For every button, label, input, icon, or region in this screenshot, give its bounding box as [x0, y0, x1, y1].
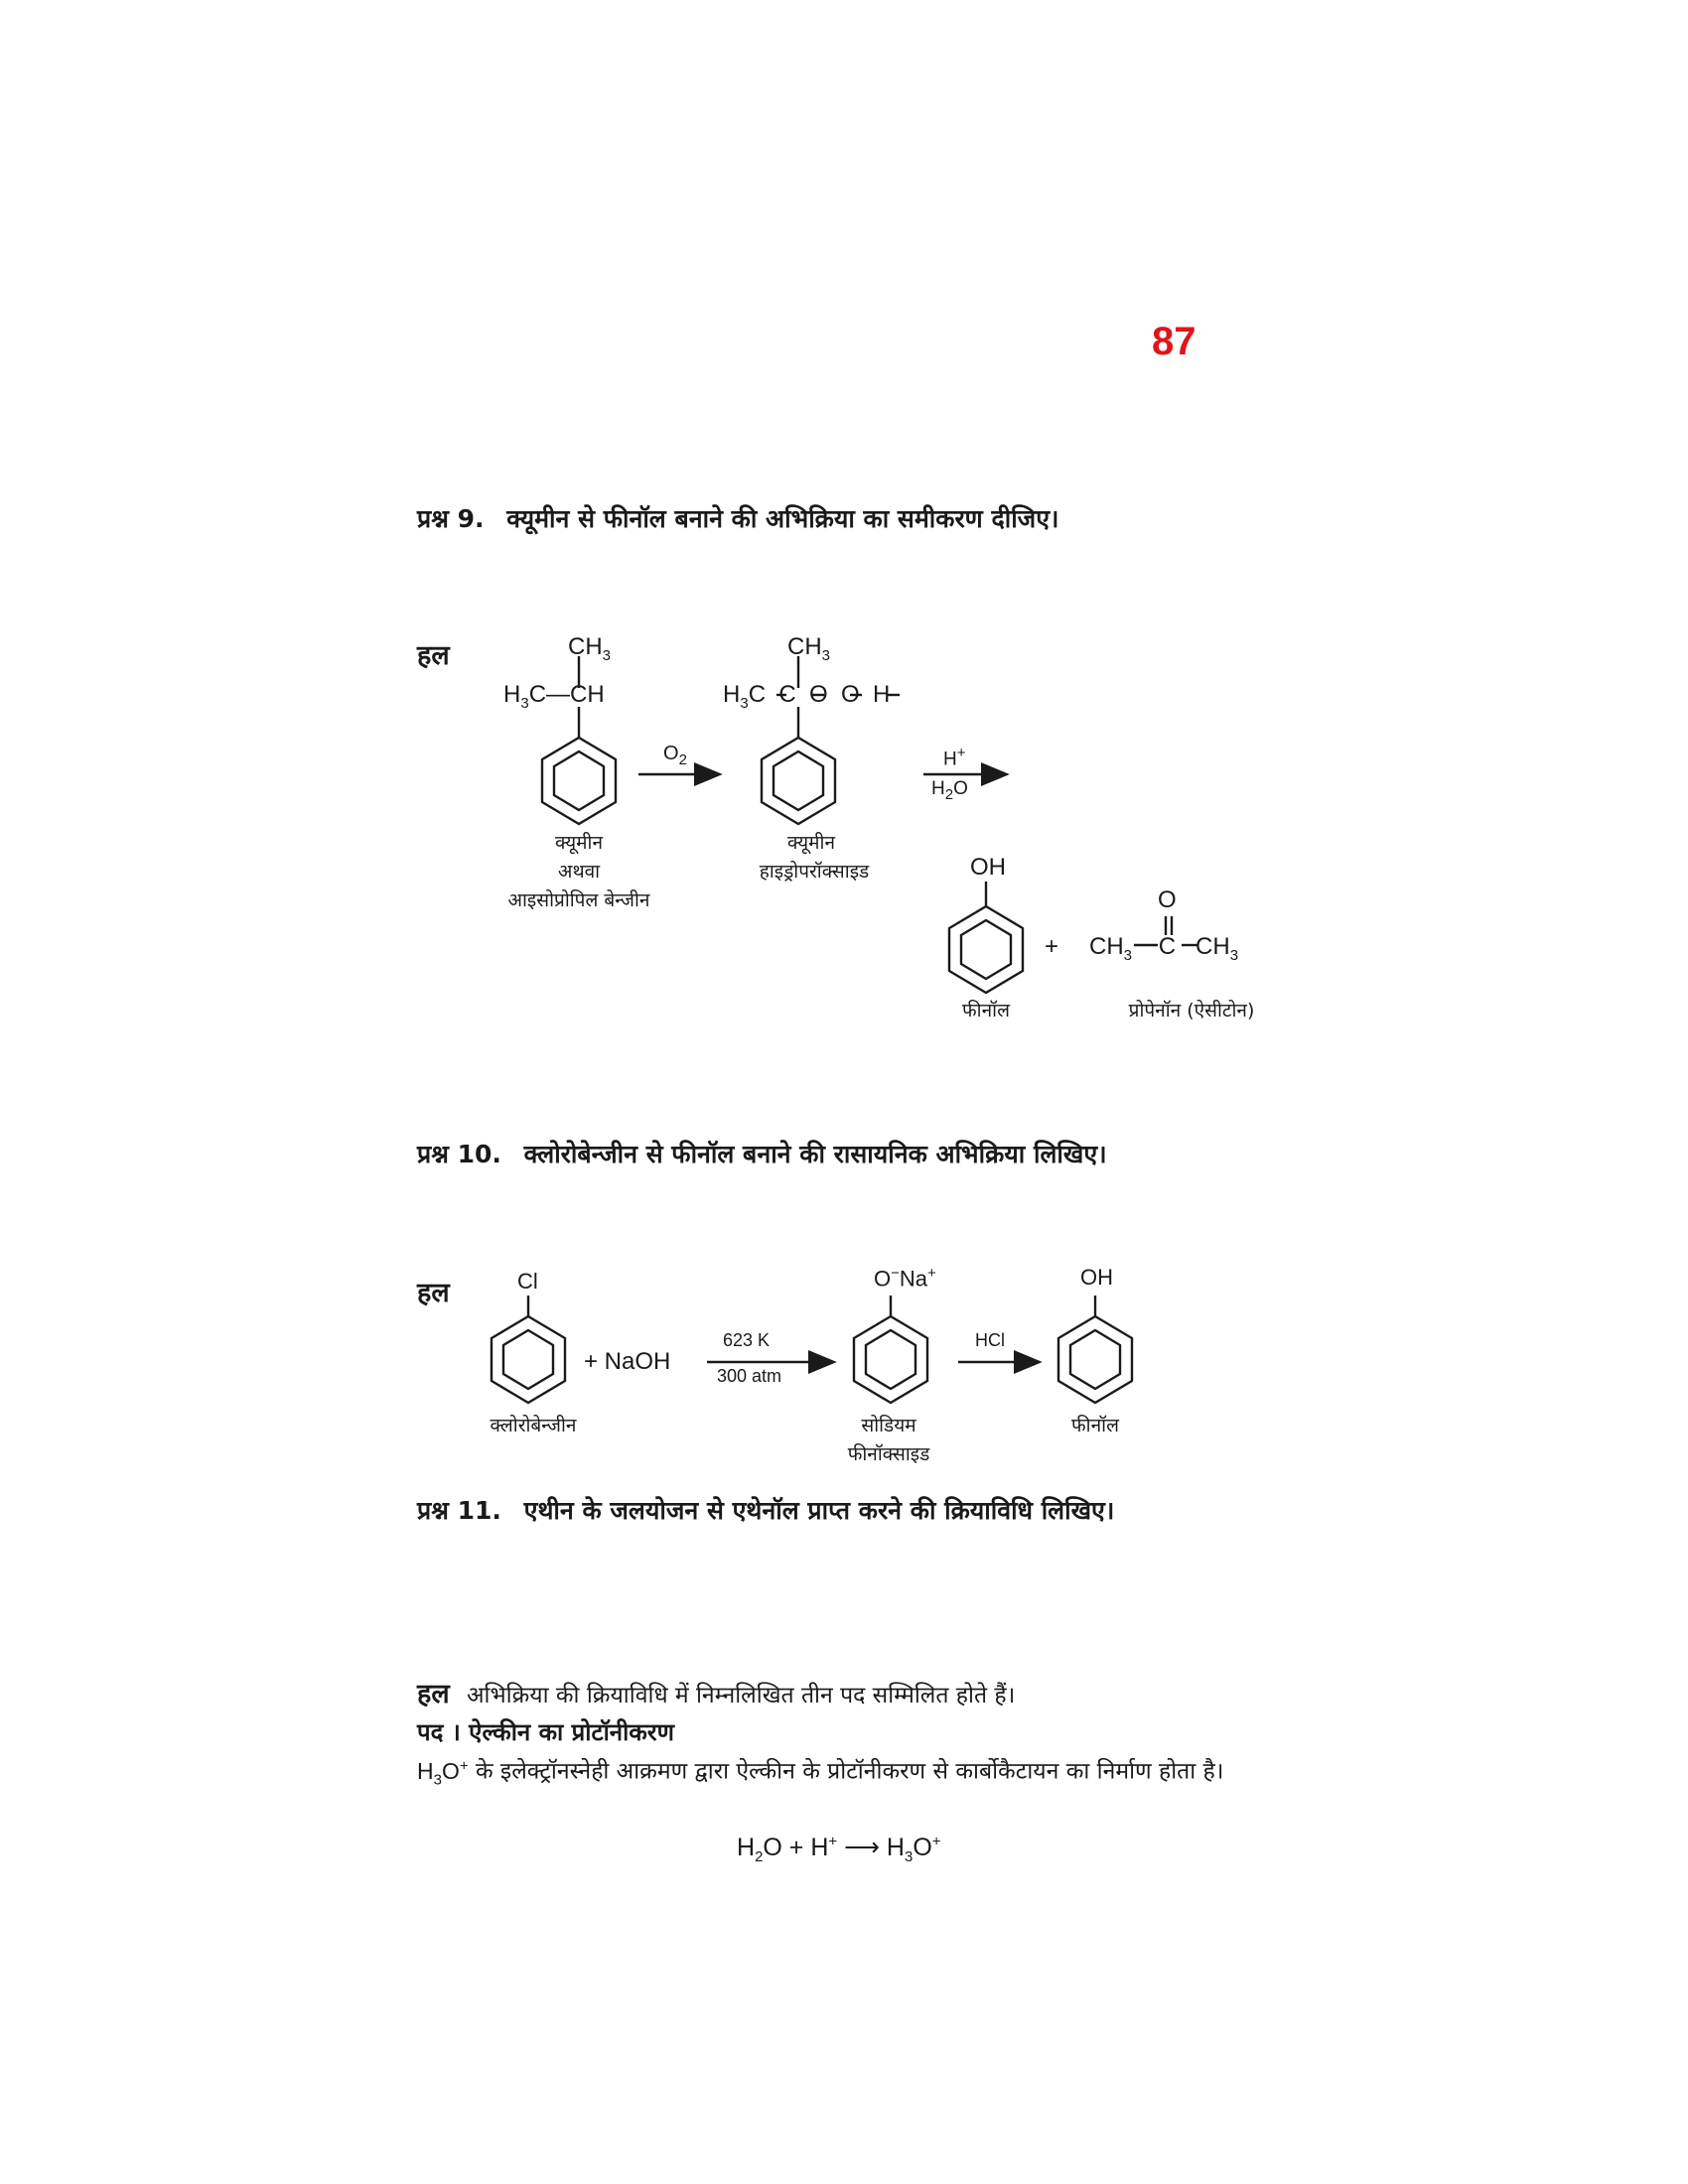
page-number: 87	[1152, 320, 1196, 363]
solution-intro-text: अभिक्रिया की क्रियाविधि में निम्नलिखित तीन पद सम्मिलित होते हैं।	[466, 1683, 1016, 1708]
cumene-label-3: आइसोप्रोपिल बेन्जीन	[507, 889, 650, 911]
phenoxide-ona: O−Na+	[874, 1265, 936, 1292]
question-9-number: प्रश्न 9.	[417, 504, 485, 533]
solution-intro	[417, 1678, 1271, 1712]
hydroperoxide-label-1: क्यूमीन	[786, 832, 835, 854]
acetone-label: प्रोपेनॉन (ऐसीटोन)	[1128, 1000, 1255, 1022]
cumene-label-1: क्यूमीन	[554, 832, 603, 854]
question-10-text: क्लोरोबेन्जीन से फीनॉल बनाने की रासायनिक अभिक्रिया लिखिए।	[523, 1140, 1107, 1168]
acetone-o: O	[1158, 887, 1177, 913]
reagent-h2o: $H_2O$	[931, 778, 968, 803]
hydroperoxide-chain: $H_3C$ C O O H	[723, 681, 891, 712]
phenol-label: फीनॉल	[962, 1000, 1010, 1022]
solution-label-10: हल	[417, 1278, 450, 1308]
solution-label-9: हल	[417, 640, 450, 671]
question-11-text: एथीन के जलयोजन से एथेनॉल प्राप्त करने की क्रियाविधि लिखिए।	[523, 1496, 1115, 1525]
reagent-o2: $O_2$	[663, 743, 687, 768]
benzene-ring-chlorobenzene-icon	[492, 1316, 565, 1403]
phenoxide-label-2: फीनॉक्साइड	[847, 1443, 930, 1465]
naoh-reagent: + NaOH	[584, 1348, 671, 1375]
step-1-text	[417, 1749, 1271, 1797]
question-9-text: क्यूमीन से फीनॉल बनाने की अभिक्रिया का समीकरण दीजिए।	[506, 504, 1059, 533]
phenol-q10-oh: OH	[1080, 1265, 1113, 1290]
solution-label-11: हल	[417, 1679, 450, 1709]
hydronium-formula: $H_3O^+$	[417, 1757, 469, 1789]
step-1-title: पद । ऐल्कीन का प्रोटॉनीकरण	[417, 1718, 674, 1746]
question-11	[417, 1493, 1114, 1527]
chlorobenzene-label: क्लोरोबेन्जीन	[490, 1415, 577, 1436]
cumene-ch3: $CH_3$	[568, 633, 612, 664]
acetone-formula: $CH_3$ C $CH_3$	[1089, 933, 1239, 964]
question-11-number: प्रश्न 11.	[417, 1496, 501, 1525]
benzene-ring-cumene-icon	[542, 738, 616, 824]
benzene-ring-hydroperoxide-icon	[762, 738, 835, 824]
cumene-label-2: अथवा	[557, 861, 601, 883]
condition-pressure: 300 atm	[717, 1366, 782, 1386]
chloro-cl: Cl	[517, 1269, 538, 1294]
question-9	[417, 501, 1059, 535]
step-1-description: के इलेक्ट्रॉनस्नेही आक्रमण द्वारा ऐल्कीन के प्रोटॉनीकरण से कार्बोकैटायन का निर्माण होता है।	[475, 1758, 1224, 1785]
hcl-reagent: HCl	[975, 1330, 1005, 1350]
question-10-number: प्रश्न 10.	[417, 1140, 501, 1168]
condition-temperature: 623 K	[723, 1330, 771, 1350]
benzene-ring-phenol-q10-icon	[1058, 1316, 1132, 1403]
question-10	[417, 1137, 1107, 1170]
phenol-oh: OH	[970, 854, 1006, 881]
hydroperoxide-label-2: हाइड्रोपरॉक्साइड	[759, 861, 870, 883]
benzene-ring-phenol-icon	[949, 906, 1023, 993]
phenol-q10-label: फीनॉल	[1071, 1415, 1119, 1436]
cumene-h3c-ch: $H_3C—CH$	[503, 681, 605, 712]
plus-sign: +	[1045, 933, 1059, 960]
reagent-h-plus: H+	[943, 745, 966, 770]
hydroperoxide-ch3: $CH_3$	[787, 633, 831, 664]
benzene-ring-phenoxide-icon	[854, 1316, 927, 1403]
phenoxide-label-1: सोडियम	[861, 1415, 916, 1436]
hydronium-equation: $H_2O + H^+$ ⟶ $H_3O^+$	[737, 1833, 941, 1865]
